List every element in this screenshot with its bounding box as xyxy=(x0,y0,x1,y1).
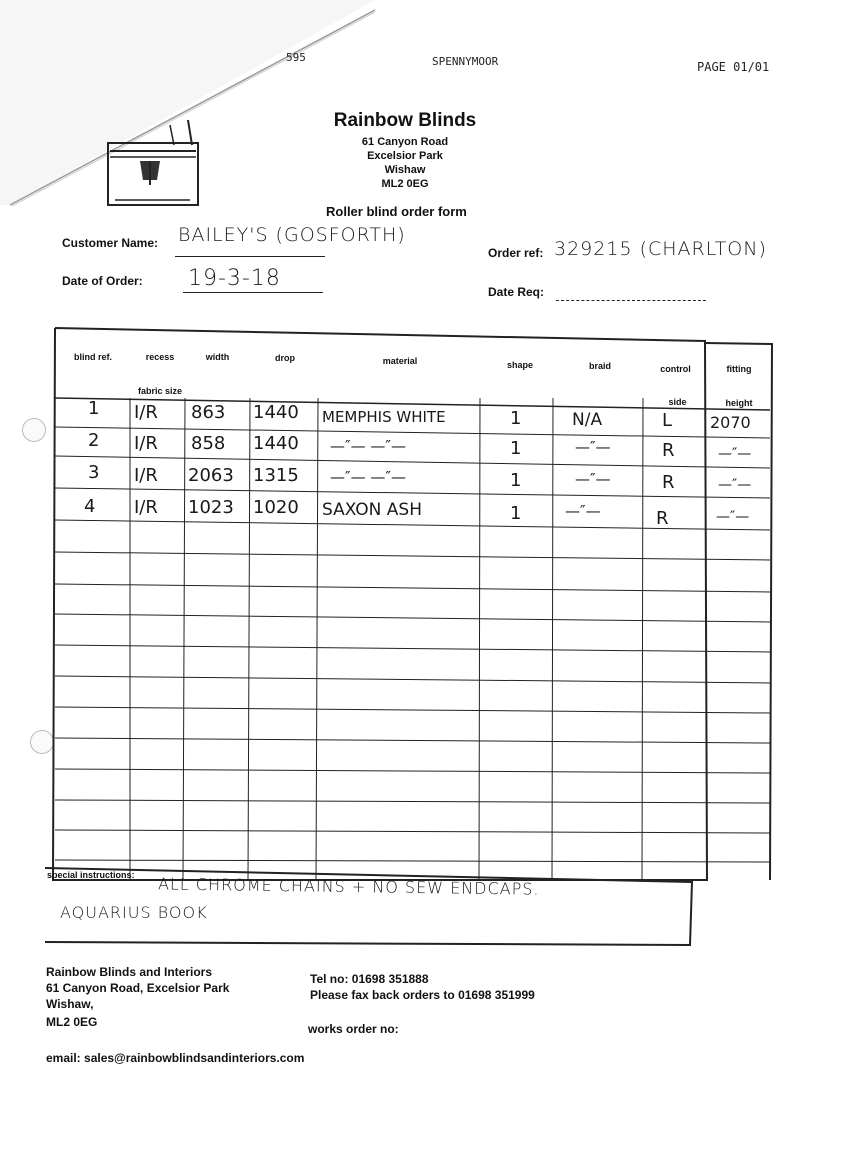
cell-braid: —″— xyxy=(565,502,601,520)
footer-fax: Please fax back orders to 01698 351999 xyxy=(310,988,535,1002)
date-req-underline xyxy=(556,300,706,301)
fax-fragment: 595 xyxy=(286,51,306,64)
order-ref-label: Order ref: xyxy=(488,246,544,260)
header-shape: shape xyxy=(506,360,533,370)
footer-address-line: 61 Canyon Road, Excelsior Park xyxy=(46,981,230,995)
cell-material: —″— —″— xyxy=(330,468,406,486)
order-ref-value: 329215 (CHARLTON) xyxy=(554,238,767,260)
cell-control: R xyxy=(662,472,675,493)
cell-ref: 2 xyxy=(88,430,100,451)
special-line-2: AQUARIUS BOOK xyxy=(60,903,208,922)
logo-sketch xyxy=(100,115,210,215)
header-side: side xyxy=(668,397,687,407)
cell-drop: 1440 xyxy=(253,402,299,423)
company-address-line: ML2 0EG xyxy=(381,178,429,190)
cell-control: R xyxy=(662,440,675,461)
cell-fitting: —″— xyxy=(718,446,752,462)
footer-email: email: sales@rainbowblindsandinteriors.com xyxy=(46,1051,305,1065)
cell-drop: 1440 xyxy=(253,433,299,454)
cell-ref: 4 xyxy=(84,496,96,517)
footer-works-order: works order no: xyxy=(308,1022,399,1036)
date-value: 19-3-18 xyxy=(188,266,281,291)
header-material: material xyxy=(382,356,418,366)
cell-shape: 1 xyxy=(510,438,522,459)
cell-recess: I/R xyxy=(134,497,158,518)
cell-material: SAXON ASH xyxy=(322,500,422,520)
cell-width: 858 xyxy=(191,433,226,454)
header-braid: braid xyxy=(588,361,611,371)
header-control: control xyxy=(660,364,691,374)
cell-drop: 1020 xyxy=(253,497,299,518)
header-fitting: fitting xyxy=(726,364,752,374)
cell-width: 863 xyxy=(191,402,226,423)
footer-tel: Tel no: 01698 351888 xyxy=(310,972,429,986)
company-name: Rainbow Blinds xyxy=(333,110,477,131)
cell-control: R xyxy=(656,508,669,529)
company-address-line: Wishaw xyxy=(384,164,426,176)
cell-shape: 1 xyxy=(510,408,522,429)
cell-shape: 1 xyxy=(510,470,522,491)
punch-hole-bottom xyxy=(30,730,54,754)
punch-hole-top xyxy=(22,418,46,442)
header-drop: drop xyxy=(275,353,295,363)
cell-braid: N/A xyxy=(572,410,603,430)
cell-braid: —″— xyxy=(575,438,611,456)
footer-address-line: ML2 0EG xyxy=(46,1015,98,1029)
company-address xyxy=(310,135,500,191)
company-address-line: Excelsior Park xyxy=(367,150,443,162)
cell-material: —″— —″— xyxy=(330,437,406,455)
footer-address-line: Wishaw, xyxy=(46,997,94,1011)
date-label: Date of Order: xyxy=(62,274,143,288)
special-label: special instructions: xyxy=(47,870,135,880)
company-address-line: 61 Canyon Road xyxy=(361,136,449,148)
cell-drop: 1315 xyxy=(253,465,299,486)
form-title: Roller blind order form xyxy=(326,204,467,219)
footer-address xyxy=(46,964,229,1030)
header-blind-ref: blind ref. xyxy=(74,352,112,362)
date-req-label: Date Req: xyxy=(488,285,545,299)
header-fabric-size: fabric size xyxy=(137,386,183,396)
cell-material: MEMPHIS WHITE xyxy=(322,408,446,426)
cell-ref: 3 xyxy=(88,462,100,483)
date-underline xyxy=(183,292,323,293)
cell-fitting: —″— xyxy=(718,477,752,493)
cell-recess: I/R xyxy=(134,465,158,486)
footer-company: Rainbow Blinds and Interiors xyxy=(46,965,213,979)
header-width: width xyxy=(205,352,230,362)
cell-braid: —″— xyxy=(575,470,611,488)
cell-width: 2063 xyxy=(188,465,234,486)
cell-recess: I/R xyxy=(134,402,158,423)
customer-label: Customer Name: xyxy=(62,236,159,250)
customer-underline xyxy=(175,256,325,257)
fax-page: PAGE 01/01 xyxy=(697,60,770,74)
cell-fitting: —″— xyxy=(716,509,750,525)
fax-location: SPENNYMOOR xyxy=(432,55,499,68)
cell-control: L xyxy=(662,410,673,431)
cell-ref: 1 xyxy=(88,398,100,419)
customer-value: BAILEY'S (GOSFORTH) xyxy=(178,224,406,246)
cell-fitting: 2070 xyxy=(710,413,751,432)
cell-shape: 1 xyxy=(510,503,522,524)
header-height: height xyxy=(725,398,753,408)
cell-width: 1023 xyxy=(188,497,234,518)
cell-recess: I/R xyxy=(134,433,158,454)
special-line-1: ALL CHROME CHAINS + NO SEW ENDCAPS. xyxy=(157,874,540,899)
header-recess: recess xyxy=(145,352,175,362)
